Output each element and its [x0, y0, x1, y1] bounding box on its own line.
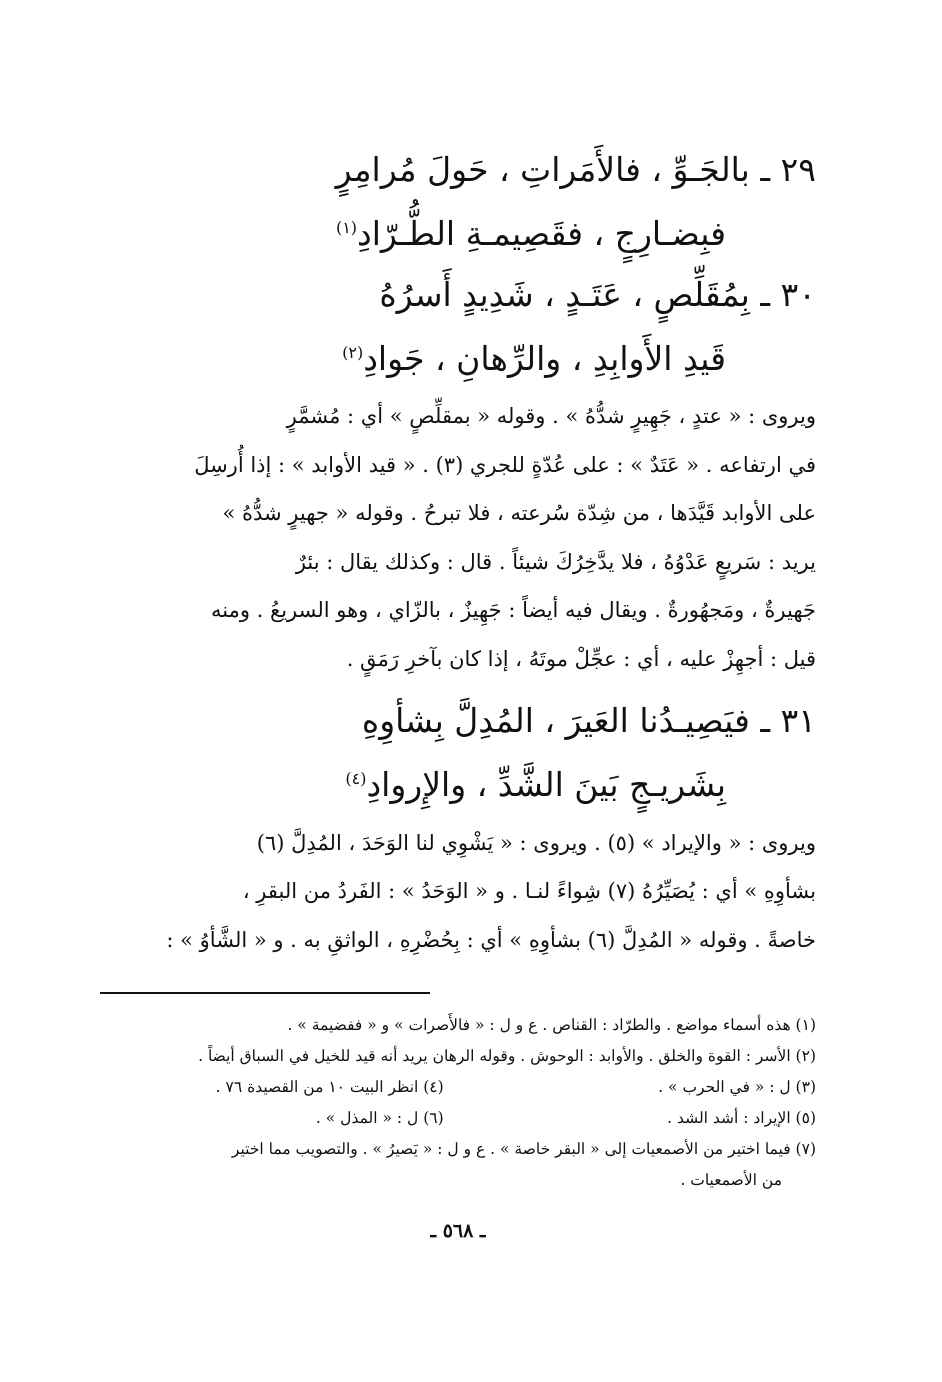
footnote-3: (٣) ل : « في الحرب » . [658, 1078, 816, 1096]
commentary-line: خاصةً . وقوله « المُدِلَّ (٦) بشأوِهِ » أي : بِحُضْرِهِ ، الواثقِ به . و « الشَّأوُ » : [166, 927, 816, 952]
commentary-line: يريد : سَريعٍ عَدْوُهُ ، فلا يدَّخِرُكَ شيئاً . قال : وكذلك يقال : بئرٌ [295, 549, 816, 574]
footnote-mark: (١) [335, 217, 358, 237]
footnote-2: (٢) الأسر : القوة والخلق . والأوابد : الوحوش . وقوله الرهان يريد أنه قيد للخيل في السباق أيضاً . [198, 1047, 816, 1065]
verse-31-first-hemistich [100, 701, 816, 741]
verse-text: قَيدِ الأَوابِدِ ، والرِّهانِ ، جَوادِ [363, 338, 726, 378]
verse-text: فيَصِيـدُنا العَيرَ ، المُدِلَّ بِشأوِهِ [361, 701, 750, 741]
verse-text: بالجَـوِّ ، فالأَمَراتِ ، حَولَ مُرامِرٍ [335, 150, 750, 189]
footnote-row [100, 1103, 816, 1134]
verse-number: ٢٩ ـ [760, 150, 816, 189]
footnote-row [100, 1072, 816, 1103]
verse-30-second-hemistich [100, 339, 816, 379]
verse-text: فبِضـارِجٍ ، فقَصِيمـةِ الطُّـرّادِ [357, 213, 726, 253]
footnote-7-continued: من الأصمعيات . [680, 1171, 782, 1189]
commentary-line: بشأوِهِ » أي : يُصَيِّرُهُ (٧) شِواءً لنـا . و « الوَحَدُ » : الفَردُ من البقرِ ، [242, 879, 816, 904]
book-page [100, 130, 816, 1330]
commentary-line: ويروى : « عتدٍ ، جَهِيرٍ شدُّهُ » . وقوله « بمقلِّصٍ » أي : مُشمَّرٍ [286, 404, 816, 429]
verse-29-first-hemistich [100, 150, 816, 190]
commentary-block-2 [100, 819, 816, 965]
footnote-7: (٧) فيما اختير من الأصمعيات إلى « البقر خاصة » . ع و ل : « يَصيرُ » . والتصويب مما اختير [231, 1140, 816, 1158]
footnote-1: (١) هذه أسماء مواضع . والطرّاد : القناص . ع و ل : « فالأَصرات » و « ففضيمة » . [287, 1016, 816, 1034]
footnote-4: (٤) انظر البيت ١٠ من القصيدة ٧٦ . [215, 1078, 444, 1096]
commentary-line: في ارتفاعه . « عَتَدٌ » : على عُدّةٍ للجري (٣) . « قيد الأوابد » : إذا أُرسِلَ [194, 452, 816, 477]
page-number: ـ ٥٦٨ ـ [430, 1220, 486, 1242]
footnote-5: (٥) الإيراد : أشد الشد . [667, 1109, 816, 1127]
verse-29-second-hemistich [100, 214, 816, 254]
verse-30-first-hemistich [100, 275, 816, 315]
verse-text: بِشَريـجٍ بَينَ الشَّدِّ ، والإِروادِ [366, 764, 726, 804]
verse-text: بِمُقَلِّصٍ ، عَتَـدٍ ، شَدِيدٍ أَسرُهُ [379, 275, 750, 315]
commentary-line: جَهيرةٌ ، ومَجهُورةٌ . ويقال فيه أيضاً : جَهِيزٌ ، بالزّاي ، وهو السريعُ . ومنه [211, 598, 816, 623]
commentary-line: على الأوابد قَيَّدَها ، من شِدّة سُرعته ، فلا تبرحُ . وقوله « جهيرٍ شدُّهُ » [222, 501, 816, 526]
footnote-mark: (٢) [342, 342, 364, 362]
commentary-block-1 [100, 392, 816, 683]
verse-number: ٣١ ـ [760, 701, 816, 741]
verse-number: ٣٠ ـ [760, 275, 816, 315]
footnote-mark: (٤) [345, 768, 367, 788]
commentary-line: قيل : أجهِزْ عليه ، أي : عجِّلْ موتَهُ ، إذا كان بآخرِ رَمَقٍ . [346, 646, 816, 671]
commentary-line: ويروى : « والإيراد » (٥) . ويروى : « يَشْوِي لنا الوَحَدَ ، المُدِلَّ (٦) [256, 830, 816, 855]
footnote-divider [100, 992, 430, 994]
footnote-6: (٦) ل : « المذل » . [315, 1109, 444, 1127]
verse-31-second-hemistich [100, 765, 816, 805]
footnotes [100, 1010, 816, 1196]
